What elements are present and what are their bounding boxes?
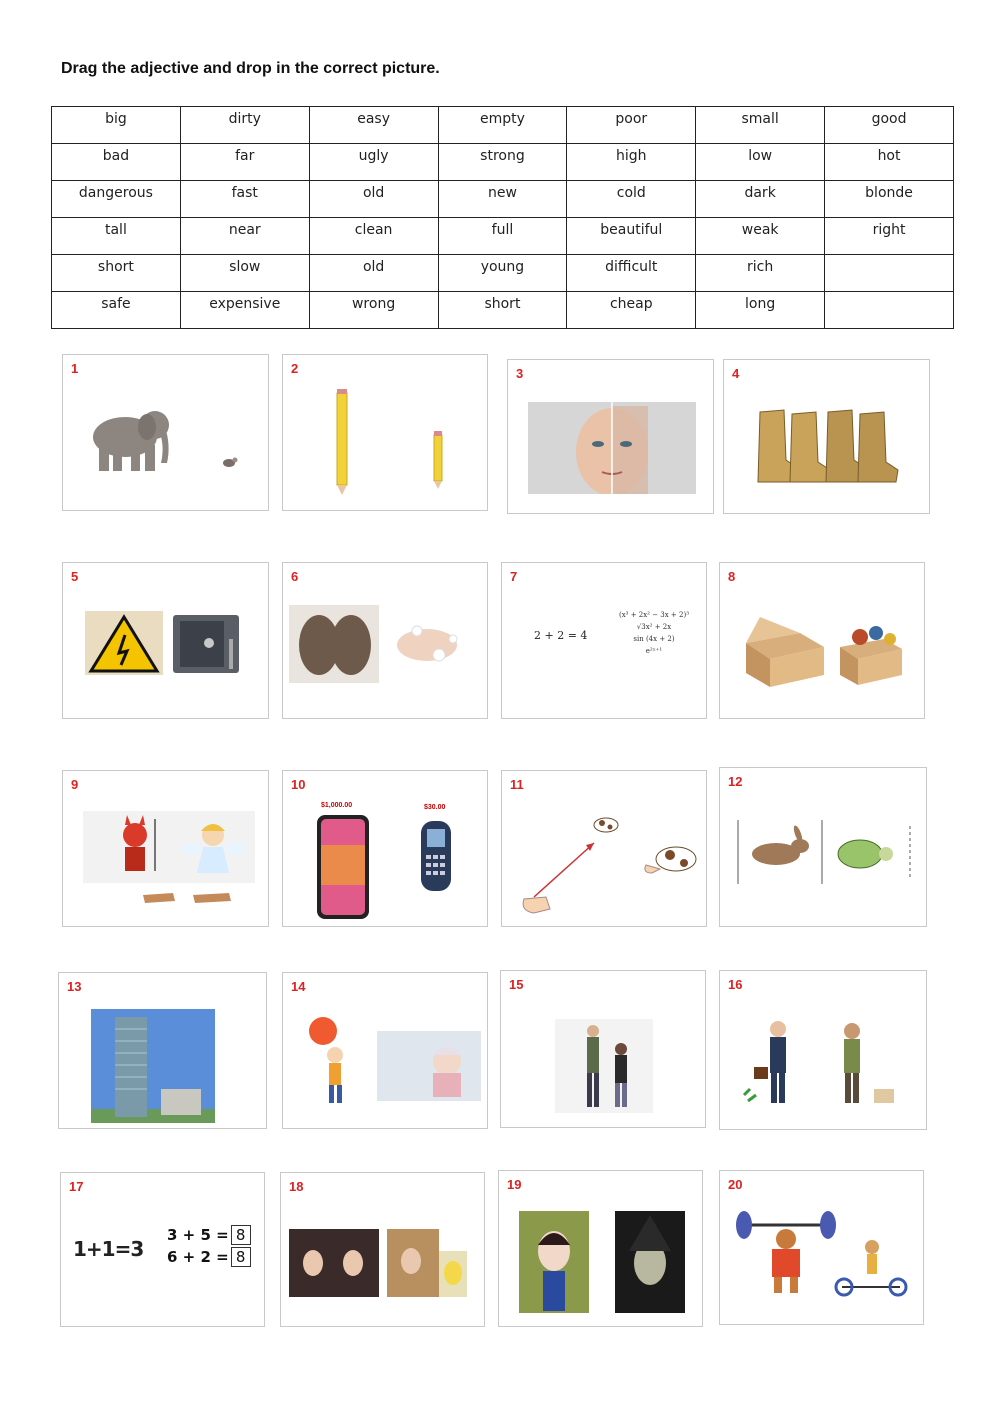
- long-and-short-pencil-picture: [323, 389, 463, 499]
- picture-card-6[interactable]: [282, 562, 488, 719]
- word-row: [52, 292, 954, 329]
- card-number: 15: [509, 977, 524, 992]
- draggable-adjective-near[interactable]: near: [180, 218, 309, 255]
- elephant-and-mouse-picture: [75, 405, 255, 477]
- empty-and-full-box-picture: [740, 603, 910, 689]
- draggable-adjective-small[interactable]: small: [696, 107, 825, 144]
- fast-and-slow-rabbit-turtle-picture: [736, 820, 916, 886]
- card-number: 13: [67, 979, 82, 994]
- adjective-word-bank: [51, 106, 954, 329]
- draggable-adjective-dark[interactable]: dark: [696, 181, 825, 218]
- card-number: 5: [71, 569, 79, 584]
- draggable-adjective-rich[interactable]: rich: [696, 255, 825, 292]
- picture-card-12[interactable]: [719, 767, 927, 927]
- picture-card-4[interactable]: [723, 359, 930, 514]
- word-row: [52, 255, 954, 292]
- difficult-equations: [606, 609, 702, 657]
- expensive-and-cheap-phone-picture: [313, 815, 463, 919]
- rich-and-poor-man-picture: [736, 1011, 912, 1115]
- draggable-adjective-good[interactable]: good: [825, 107, 954, 144]
- draggable-adjective-tall[interactable]: tall: [52, 218, 181, 255]
- equation-line: √3x² + 2x: [636, 623, 672, 631]
- cheap-price-label: $30.00: [424, 804, 446, 811]
- draggable-adjective-big[interactable]: big: [52, 107, 181, 144]
- draggable-adjective-short[interactable]: short: [52, 255, 181, 292]
- answer-box: 8: [231, 1225, 251, 1245]
- draggable-adjective-slow[interactable]: slow: [180, 255, 309, 292]
- picture-card-1[interactable]: [62, 354, 269, 511]
- card-number: 3: [516, 366, 524, 381]
- draggable-adjective-dangerous[interactable]: dangerous: [52, 181, 181, 218]
- far-and-near-cow-picture: [510, 807, 704, 921]
- empty-cell: [825, 255, 954, 292]
- card-number: 2: [291, 361, 299, 376]
- draggable-adjective-fast[interactable]: fast: [180, 181, 309, 218]
- card-number: 7: [510, 569, 518, 584]
- draggable-adjective-weak[interactable]: weak: [696, 218, 825, 255]
- draggable-adjective-expensive[interactable]: expensive: [180, 292, 309, 329]
- equation-line: sin (4x + 2): [633, 635, 675, 643]
- word-row: [52, 107, 954, 144]
- dark-and-blonde-hair-picture: [289, 1229, 469, 1301]
- word-row: [52, 181, 954, 218]
- draggable-adjective-far[interactable]: far: [180, 144, 309, 181]
- draggable-adjective-ugly[interactable]: ugly: [309, 144, 438, 181]
- picture-card-9[interactable]: [62, 770, 269, 927]
- draggable-adjective-young[interactable]: young: [438, 255, 567, 292]
- card-number: 11: [510, 777, 524, 792]
- word-row: [52, 144, 954, 181]
- card-number: 6: [291, 569, 299, 584]
- danger-sign-and-safe-picture: [85, 611, 245, 683]
- equation-text: 3 + 5 =: [167, 1226, 229, 1244]
- picture-card-5[interactable]: [62, 562, 269, 719]
- draggable-adjective-poor[interactable]: poor: [567, 107, 696, 144]
- young-and-old-face-picture: [528, 402, 696, 494]
- card-number: 17: [69, 1179, 84, 1194]
- draggable-adjective-blonde[interactable]: blonde: [825, 181, 954, 218]
- card-number: 19: [507, 1177, 522, 1192]
- expensive-price-label: $1,000.00: [321, 802, 353, 809]
- wrong-equation: 1+1=3: [73, 1237, 144, 1261]
- draggable-adjective-empty[interactable]: empty: [438, 107, 567, 144]
- instruction-title: Drag the adjective and drop in the correct picture.: [61, 60, 440, 77]
- card-number: 10: [291, 777, 306, 792]
- card-number: 18: [289, 1179, 304, 1194]
- draggable-adjective-old[interactable]: old: [309, 255, 438, 292]
- draggable-adjective-right[interactable]: right: [825, 218, 954, 255]
- equation-line: (x³ + 2x² − 3x + 2)³: [618, 611, 690, 619]
- right-equation-2: [167, 1247, 251, 1267]
- picture-card-8[interactable]: [719, 562, 925, 719]
- draggable-adjective-strong[interactable]: strong: [438, 144, 567, 181]
- draggable-adjective-new[interactable]: new: [438, 181, 567, 218]
- empty-cell: [825, 292, 954, 329]
- dirty-and-clean-hands-picture: [289, 605, 483, 685]
- picture-card-15[interactable]: [500, 970, 706, 1128]
- picture-card-11[interactable]: [501, 770, 707, 927]
- draggable-adjective-old[interactable]: old: [309, 181, 438, 218]
- hot-and-cold-person-picture: [297, 1011, 483, 1111]
- draggable-adjective-safe[interactable]: safe: [52, 292, 181, 329]
- picture-card-18[interactable]: [280, 1172, 485, 1327]
- old-and-new-boots-picture: [752, 402, 902, 488]
- answer-box: 8: [231, 1247, 251, 1267]
- beautiful-and-ugly-woman-picture: [519, 1211, 685, 1315]
- tall-and-short-people-picture: [555, 1019, 653, 1113]
- strong-and-weak-weightlifter-picture: [734, 1211, 914, 1297]
- picture-card-14[interactable]: [282, 972, 488, 1129]
- card-number: 20: [728, 1177, 743, 1192]
- draggable-adjective-hot[interactable]: hot: [825, 144, 954, 181]
- picture-card-7[interactable]: [501, 562, 707, 719]
- card-number: 9: [71, 777, 79, 792]
- draggable-adjective-dirty[interactable]: dirty: [180, 107, 309, 144]
- picture-card-3[interactable]: [507, 359, 714, 514]
- equation-line: e²ˣ⁺¹: [645, 647, 663, 655]
- high-building-picture: [91, 1009, 215, 1123]
- bad-and-good-devil-angel-picture: [79, 807, 259, 913]
- card-number: 12: [728, 774, 743, 789]
- draggable-adjective-full[interactable]: full: [438, 218, 567, 255]
- draggable-adjective-easy[interactable]: easy: [309, 107, 438, 144]
- card-number: 4: [732, 366, 740, 381]
- picture-card-2[interactable]: [282, 354, 488, 511]
- draggable-adjective-short[interactable]: short: [438, 292, 567, 329]
- equation-text: 6 + 2 =: [167, 1248, 229, 1266]
- picture-card-19[interactable]: [498, 1170, 703, 1327]
- card-number: 8: [728, 569, 736, 584]
- card-number: 16: [728, 977, 743, 992]
- picture-card-10[interactable]: [282, 770, 488, 927]
- draggable-adjective-beautiful[interactable]: beautiful: [567, 218, 696, 255]
- draggable-adjective-low[interactable]: low: [696, 144, 825, 181]
- draggable-adjective-long[interactable]: long: [696, 292, 825, 329]
- picture-card-20[interactable]: [719, 1170, 924, 1325]
- draggable-adjective-difficult[interactable]: difficult: [567, 255, 696, 292]
- card-number: 14: [291, 979, 306, 994]
- draggable-adjective-cold[interactable]: cold: [567, 181, 696, 218]
- draggable-adjective-cheap[interactable]: cheap: [567, 292, 696, 329]
- draggable-adjective-clean[interactable]: clean: [309, 218, 438, 255]
- draggable-adjective-wrong[interactable]: wrong: [309, 292, 438, 329]
- card-number: 1: [71, 361, 79, 376]
- picture-card-16[interactable]: [719, 970, 927, 1130]
- word-row: [52, 218, 954, 255]
- right-equation-1: [167, 1225, 251, 1245]
- easy-equation: 2 + 2 = 4: [534, 629, 588, 642]
- picture-card-13[interactable]: [58, 972, 267, 1129]
- draggable-adjective-bad[interactable]: bad: [52, 144, 181, 181]
- picture-card-17[interactable]: [60, 1172, 265, 1327]
- draggable-adjective-high[interactable]: high: [567, 144, 696, 181]
